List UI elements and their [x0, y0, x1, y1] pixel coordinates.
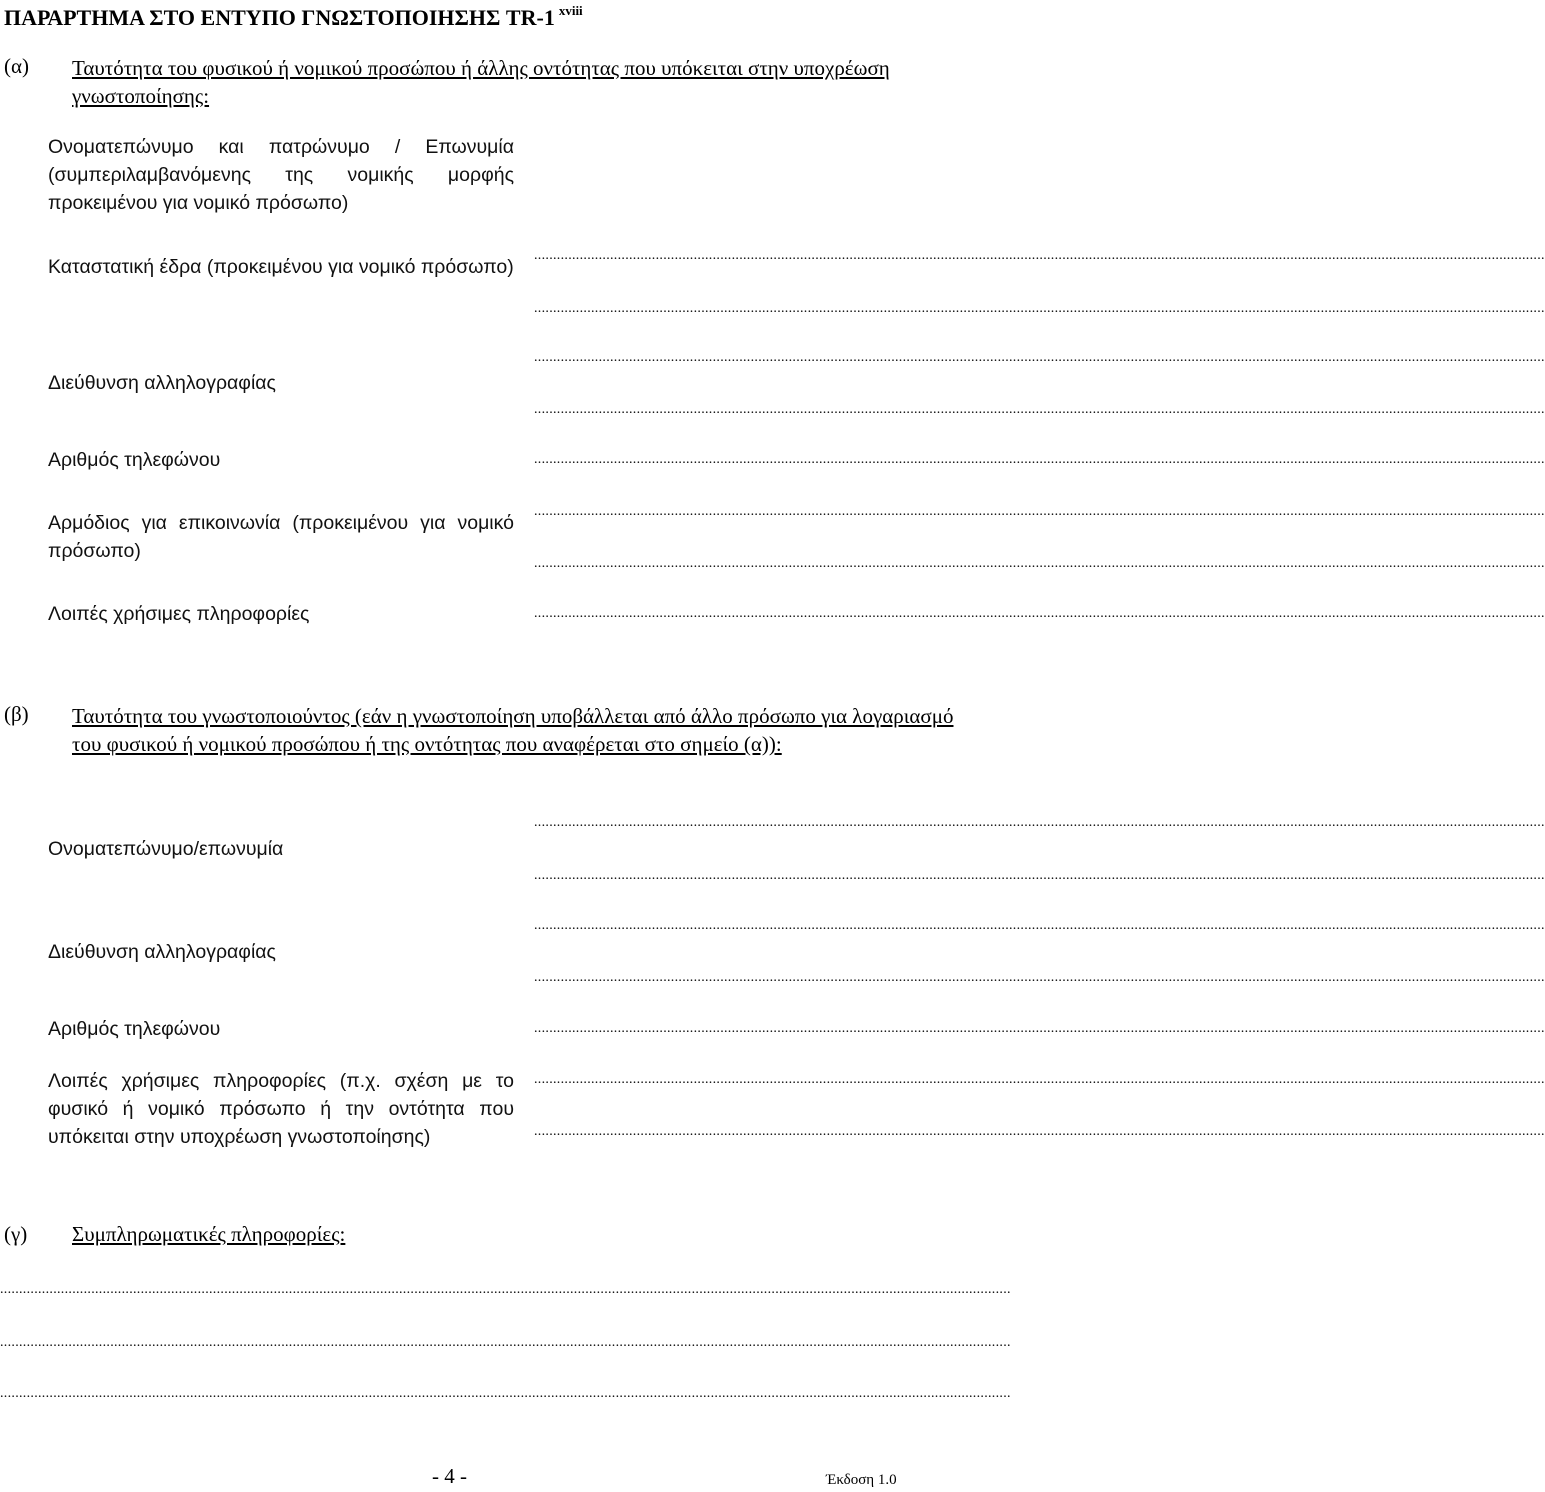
field-b-address-input-line-1[interactable]: ..........................................................................................................................................................................................................................................................................	[534, 918, 1545, 933]
field-a-address-label: Διεύθυνση αλληλογραφίας	[48, 372, 276, 394]
section-c-marker: (γ)	[4, 1222, 28, 1246]
field-b-phone-label: Αριθμός τηλεφώνου	[48, 1018, 221, 1040]
field-b-name-input-line-2[interactable]: ..........................................................................................................................................................................................................................................................................	[534, 868, 1545, 883]
field-b-other-info-input-line-1[interactable]: ..........................................................................................................................................................................................................................................................................	[534, 1072, 1545, 1087]
section-c-input-line-3[interactable]: ..........................................................................................................................................................................................................................................................................	[0, 1386, 1011, 1401]
field-b-address-label: Διεύθυνση αλληλογραφίας	[48, 941, 276, 963]
field-a-registered-office-input-line-2[interactable]: ..........................................................................................................................................................................................................................................................................	[534, 301, 1545, 316]
title-footnote-marker: xviii	[558, 3, 583, 18]
section-b-heading: Ταυτότητα του γνωστοποιούντος (εάν η γνωστοποίηση υποβάλλεται από άλλο πρόσωπο για λογαριασμό του φυσικού ή νομικού προσώπου ή της οντότητας που αναφέρεται στο σημείο (α)):	[72, 704, 954, 756]
field-b-phone-input-line[interactable]: ..........................................................................................................................................................................................................................................................................	[534, 1021, 1545, 1036]
section-a-heading: Ταυτότητα του φυσικού ή νομικού προσώπου ή άλλης οντότητας που υπόκειται στην υποχρέωση γνωστοποίησης:	[72, 56, 890, 108]
field-a-address-input-line-1[interactable]: ..........................................................................................................................................................................................................................................................................	[534, 350, 1545, 365]
document-title-text: ΠΑΡΑΡΤΗΜΑ ΣΤΟ ΕΝΤΥΠΟ ΓΝΩΣΤΟΠΟΙΗΣΗΣ TR-1	[4, 5, 555, 30]
version-label: Έκδοση 1.0	[826, 1472, 897, 1488]
field-a-address-input-line-2[interactable]: ..........................................................................................................................................................................................................................................................................	[534, 402, 1545, 417]
section-b-marker: (β)	[4, 702, 29, 726]
field-a-name-label: Ονοματεπώνυμο και πατρώνυμο / Επωνυμία (συμπεριλαμβανόμενης της νομικής μορφής προκειμένου για νομικό πρόσωπο)	[48, 136, 514, 214]
field-a-phone-input-line[interactable]: ..........................................................................................................................................................................................................................................................................	[534, 452, 1545, 467]
section-a-marker: (α)	[4, 54, 29, 78]
section-c-input-line-1[interactable]: ..........................................................................................................................................................................................................................................................................	[0, 1282, 1011, 1297]
field-a-contact-input-line-2[interactable]: ..........................................................................................................................................................................................................................................................................	[534, 556, 1545, 571]
field-b-name-label: Ονοματεπώνυμο/επωνυμία	[48, 838, 284, 860]
field-a-phone-label: Αριθμός τηλεφώνου	[48, 449, 221, 471]
field-b-other-info-input-line-2[interactable]: ..........................................................................................................................................................................................................................................................................	[534, 1124, 1545, 1139]
field-b-other-info-label: Λοιπές χρήσιμες πληροφορίες (π.χ. σχέση με το φυσικό ή νομικό πρόσωπο ή την οντότητα που υπόκειται στην υποχρέωση γνωστοποίησης)	[48, 1070, 514, 1148]
field-a-registered-office-input-line-1[interactable]: ..........................................................................................................................................................................................................................................................................	[534, 248, 1545, 263]
field-a-registered-office-label: Καταστατική έδρα (προκειμένου για νομικό πρόσωπο)	[48, 256, 514, 278]
section-c-heading: Συμπληρωματικές πληροφορίες:	[72, 1222, 346, 1246]
section-c-input-line-2[interactable]: ..........................................................................................................................................................................................................................................................................	[0, 1335, 1011, 1350]
page-number: - 4 -	[432, 1464, 467, 1488]
field-a-other-info-label: Λοιπές χρήσιμες πληροφορίες	[48, 603, 310, 625]
field-a-other-info-input-line[interactable]: ..........................................................................................................................................................................................................................................................................	[534, 606, 1545, 621]
field-b-address-input-line-2[interactable]: ..........................................................................................................................................................................................................................................................................	[534, 970, 1545, 985]
document-title	[4, 3, 583, 31]
field-a-contact-input-line-1[interactable]: ..........................................................................................................................................................................................................................................................................	[534, 504, 1545, 519]
field-a-contact-label: Αρμόδιος για επικοινωνία (προκειμένου για νομικό πρόσωπο)	[48, 512, 514, 562]
field-b-name-input-line-1[interactable]: ..........................................................................................................................................................................................................................................................................	[534, 815, 1545, 830]
